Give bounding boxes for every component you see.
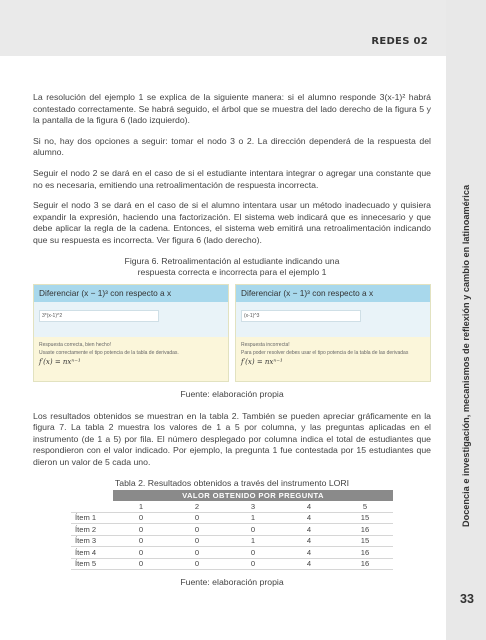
column-header: 4 [281, 501, 337, 513]
paragraph-4: Seguir el nodo 3 se dará en el caso de si el alumno intentara usar un método inadecuado y quisiera expandir la expresión, haciendo una factorización. El sistema web indicará que es innecesario y que debe aplicar la regla de la cadena. Entonces, el sistema web emitirá una retroalimentación indicando que su respuesta es incorrecta. Ver figura 6 (lado derecho). [33, 200, 431, 245]
row-label: Ítem 4 [71, 547, 113, 559]
row-label: Ítem 1 [71, 512, 113, 524]
table-cell: 16 [337, 558, 393, 570]
table-source: Fuente: elaboración propia [180, 577, 284, 587]
feedback-status: Respuesta correcta, bien hecho! [39, 341, 111, 348]
table-row [71, 535, 393, 547]
feedback-hint: Usaste correctamente el tipo potencia de la tabla de derivadas. [39, 349, 179, 356]
answer-area [34, 302, 228, 338]
column-header: 3 [225, 501, 281, 513]
feedback-panel-correct [33, 284, 229, 382]
main-content [33, 92, 431, 599]
table-corner [71, 490, 113, 501]
table-cell: 4 [281, 524, 337, 536]
table-cell: 0 [225, 524, 281, 536]
table-cell: 15 [337, 535, 393, 547]
answer-input[interactable]: 3*(x-1)^2 [39, 310, 159, 322]
row-label: Ítem 5 [71, 558, 113, 570]
table-cell: 15 [337, 512, 393, 524]
paragraph-3: Seguir el nodo 2 se dará en el caso de si el estudiante intentara integrar o agregar una constante que no es necesaria, emitiendo una retroalimentación de respuesta incorrecta. [33, 167, 431, 190]
table-row [71, 558, 393, 570]
table-row [71, 524, 393, 536]
figure-source: Fuente: elaboración propia [180, 388, 284, 399]
page-number: 33 [460, 592, 474, 606]
table-cell: 0 [169, 512, 225, 524]
table-cell: 0 [113, 512, 169, 524]
panel-header: Diferenciar (x − 1)³ con respecto a x [236, 285, 430, 302]
panel-header: Diferenciar (x − 1)³ con respecto a x [34, 285, 228, 302]
table-cell: 16 [337, 547, 393, 559]
table-cell: 4 [281, 547, 337, 559]
table-cell: 0 [225, 547, 281, 559]
table-cell: 4 [281, 558, 337, 570]
feedback-formula: f′(x) = nxⁿ⁻¹ [241, 357, 283, 366]
table-cell: 0 [169, 547, 225, 559]
table-cell: 16 [337, 524, 393, 536]
table-cell: 0 [113, 524, 169, 536]
table-title: VALOR OBTENIDO POR PREGUNTA [113, 490, 393, 501]
feedback-box [34, 337, 228, 381]
table-header-row [71, 501, 393, 513]
table-cell: 0 [113, 558, 169, 570]
table-cell: 0 [225, 558, 281, 570]
feedback-panel-incorrect [235, 284, 431, 382]
table-row [71, 512, 393, 524]
figure-caption-line-1: Figura 6. Retroalimentación al estudiante indicando una [124, 255, 340, 266]
table-cell: 1 [225, 535, 281, 547]
row-label: Ítem 2 [71, 524, 113, 536]
table-cell: 4 [281, 535, 337, 547]
column-header: 1 [113, 501, 169, 513]
table-cell: 0 [169, 524, 225, 536]
side-vertical-title: Docencia e investigación, mecanismos de reflexión y cambio en latinoamérica [461, 184, 471, 528]
results-table [71, 490, 393, 571]
table-cell: 4 [281, 512, 337, 524]
figure-caption [33, 256, 431, 279]
table-cell: 0 [113, 535, 169, 547]
figure-6 [33, 284, 431, 382]
feedback-box [236, 337, 430, 381]
table-cell: 0 [169, 535, 225, 547]
table-row [71, 547, 393, 559]
series-header: REDES 02 [371, 36, 428, 47]
answer-input[interactable]: (x-1)^3 [241, 310, 361, 322]
feedback-formula: f′(x) = nxⁿ⁻¹ [39, 357, 81, 366]
top-gray-band [0, 0, 486, 56]
paragraph-5: Los resultados obtenidos se muestran en la tabla 2. También se pueden apreciar gráficamente en la figura 7. La tabla 2 muestra los valores de 1 a 5 por columna, y las preguntas aplicadas en el instrumento (de 1 a 5) por fila. El número desplegado por columna indica el total de estudiantes que respondieron con el valor indicado. Por ejemplo, la pregunta 1 fue contestada por 15 estudiantes que dieron un valor de 5 cada uno. [33, 410, 431, 467]
feedback-hint: Para poder resolver debes usar el tipo potencia de la tabla de las derivadas [241, 349, 409, 356]
table-cell: 0 [113, 547, 169, 559]
column-header: 2 [169, 501, 225, 513]
column-header: 5 [337, 501, 393, 513]
table-corner-cell [71, 501, 113, 513]
paragraph-1: La resolución del ejemplo 1 se explica de la siguiente manera: si el alumno responde 3(x-1)² habrá contestado correctamente. Se habrá seguido, el árbol que se muestra del lado derecho de la figura 5 y la pantalla de la figura 6 (lado izquierdo). [33, 92, 431, 126]
paragraph-2: Si no, hay dos opciones a seguir: tomar el nodo 3 o 2. La dirección dependerá de la respuesta del alumno. [33, 135, 431, 158]
answer-area [236, 302, 430, 338]
figure-caption-line-2: respuesta correcta e incorrecta para el ejemplo 1 [137, 267, 327, 278]
table-cell: 0 [169, 558, 225, 570]
table-cell: 1 [225, 512, 281, 524]
row-label: Ítem 3 [71, 535, 113, 547]
table-caption: Tabla 2. Resultados obtenidos a través del instrumento LORI [114, 477, 350, 488]
feedback-status: Respuesta incorrecta! [241, 341, 290, 348]
